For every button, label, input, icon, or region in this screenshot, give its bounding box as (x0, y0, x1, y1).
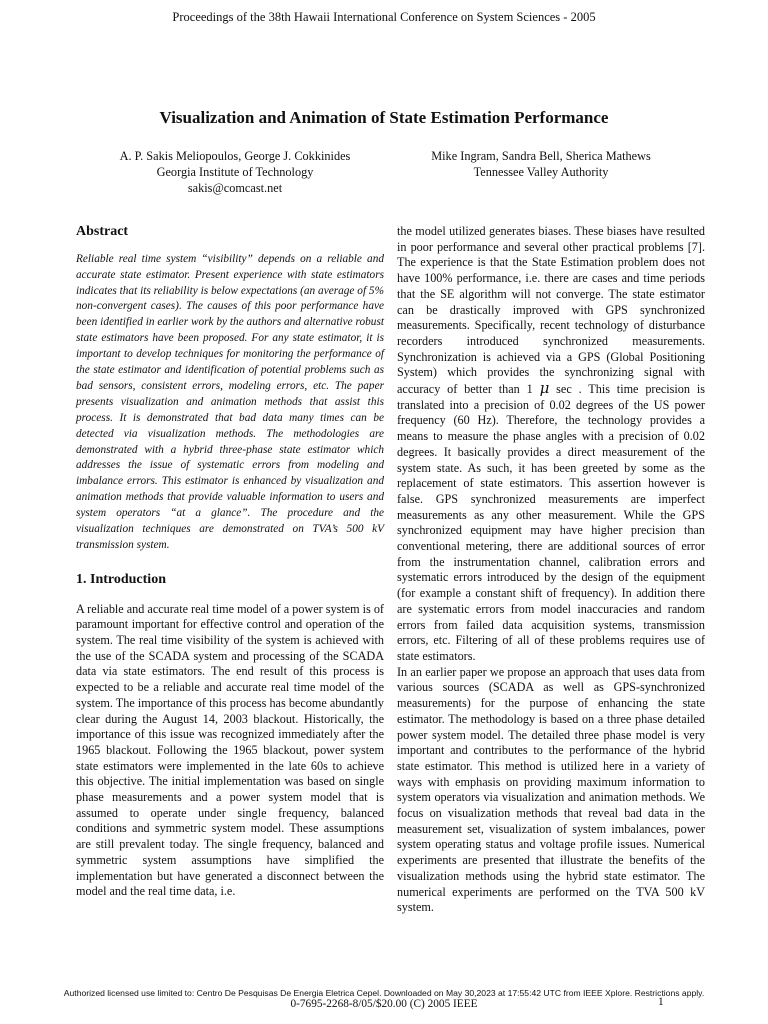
author-affiliation: Georgia Institute of Technology (156, 165, 314, 179)
abstract-heading: Abstract (76, 224, 129, 239)
author-names: A. P. Sakis Meliopoulos, George J. Cokkinides (119, 149, 351, 163)
author-names: Mike Ingram, Sandra Bell, Sherica Mathews (431, 149, 651, 163)
left-column (76, 224, 384, 900)
author-email: sakis@comcast.net (187, 181, 283, 195)
author-block-left (76, 148, 394, 196)
author-block-right (385, 148, 697, 180)
paragraph-2-start: the model utilized generates biases. These biases have resulted in poor performance and several other practical problems [7]. The experience is that the State Estimation problem does not have 100% performance, i.e. there are cases and time periods that the SE algorithm will not converge. The state estimator can be drastically improved with GPS synchronized measurements. Specifically, recent technology of disturbance recorders introduced synchronized measurements. Synchronization is achieved via a GPS (Global Positioning System) which provides the synchronizing signal with accuracy of better than 1 (397, 224, 705, 397)
paper-title: Visualization and Animation of State Estimation Performance (159, 108, 609, 127)
intro-paragraph-3: In an earlier paper we propose an approach that uses data from various sources (SCADA as well as GPS-synchronized measurements) for the purpose of enhancing the state estimator. The methodology is based on a three phase detailed power system model. The detailed three phase model is very important and contributes to the performance of the hybrid state estimator. This method is utilized here in a variety of ways with emphasis on providing maximum information to system operators via visualization and animation methods. We focus on visualization methods that reveal bad data in the measurement set, visualization of system imbalances, power system operating status and voltage profile issues. Numerical experiments are presented that illustrate the benefits of the visualization methods using the hybrid state estimator. The numerical experiments are performed on the TVA 500 kV system. (397, 664, 705, 915)
intro-paragraph-1: A reliable and accurate real time model of a power system is of paramount important for effective control and operation of the system. The real time visibility of the system is achieved with the use of the SCADA system and processing of the SCADA data via state estimators. The end result of this process is expected to be a reliable and accurate real time model of the system. The importance of this process has become abundantly clear during the August 14, 2003 blackout. Historically, the importance of this issue was recognized immediately after the 1965 blackout. Following the 1965 blackout, power system state estimators were implemented in the late 60s to achieve this objective. The initial implementation was based on single phase measurements and a power system model that is assumed to operate under single frequency, balanced conditions and symmetric system model. These assumptions are still prevalent today. The single frequency, balanced and symmetric system assumptions have simplified the implementation but have generated a disconnect between the model and the real time data, i.e. (76, 601, 384, 899)
running-header: Proceedings of the 38th Hawaii International Conference on System Sciences - 2005 (172, 10, 596, 24)
isbn-line: 0-7695-2268-8/05/$20.00 (C) 2005 IEEE (290, 998, 478, 1010)
mu-symbol: μ (539, 379, 550, 398)
paragraph-2-end: sec . This time precision is translated into a precision of 0.02 degrees of the US power frequency (60 Hz). Therefore, the technology provides a means to measure the phase angles with a precision of 0.02 degrees. It basically provides a direct measurement of the system state. As such, it has been greeted by some as the replacement of state estimators. This assertion however is false. GPS synchronized measurements are imperfect measurements as any other measurement. While the GPS synchronized equipment may have higher precision than conventional metering, there are additional sources of error from the instrumentation channel, calibration errors and systematic errors introduced by the design of the equipment (for example a constant shift of frequency). In addition there are systematic errors from model inaccuracies and random errors from failed data acquisition systems, transmission errors, etc. Filtering of all of these problems requires use of state estimators. (397, 382, 705, 663)
introduction-heading: 1. Introduction (76, 571, 166, 587)
author-affiliation: Tennessee Valley Authority (473, 165, 609, 179)
intro-paragraph-2 (397, 224, 705, 665)
right-column (397, 224, 705, 916)
license-notice: Authorized licensed use limited to: Centro De Pesquisas De Energia Eletrica Cepel. Downloaded on May 30,2023 at 17:55:42 UTC from IEEE Xplore. Restrictions apply. (63, 988, 705, 998)
page-number: 1 (658, 996, 664, 1008)
abstract-text: Reliable real time system “visibility” depends on a reliable and accurate state estimator. Present experience with state estimators indicates that its reliability is below expectations (an average of 5% non-convergent cases). The causes of this poor performance have been identified in earlier work by the authors and alternative robust state estimators have been proposed. For any state estimator, it is important to develop techniques for monitoring the performance of the state estimator and identification of potential problems such as bad sensors, consistent errors, modeling errors, etc. The paper presents visualization and animation methods that assist this process. It is demonstrated that bad data many times can be detected via visualization methods. The methodologies are demonstrated with a hybrid three-phase state estimator which addresses the issue of systematic errors from modeling and imbalance errors. This estimator is enhanced by visualization and animation methods that provide valuable information to users and system operators “at a glance”. The procedure and the visualization techniques are demonstrated on TVA’s 500 kV transmission system. (76, 252, 384, 552)
